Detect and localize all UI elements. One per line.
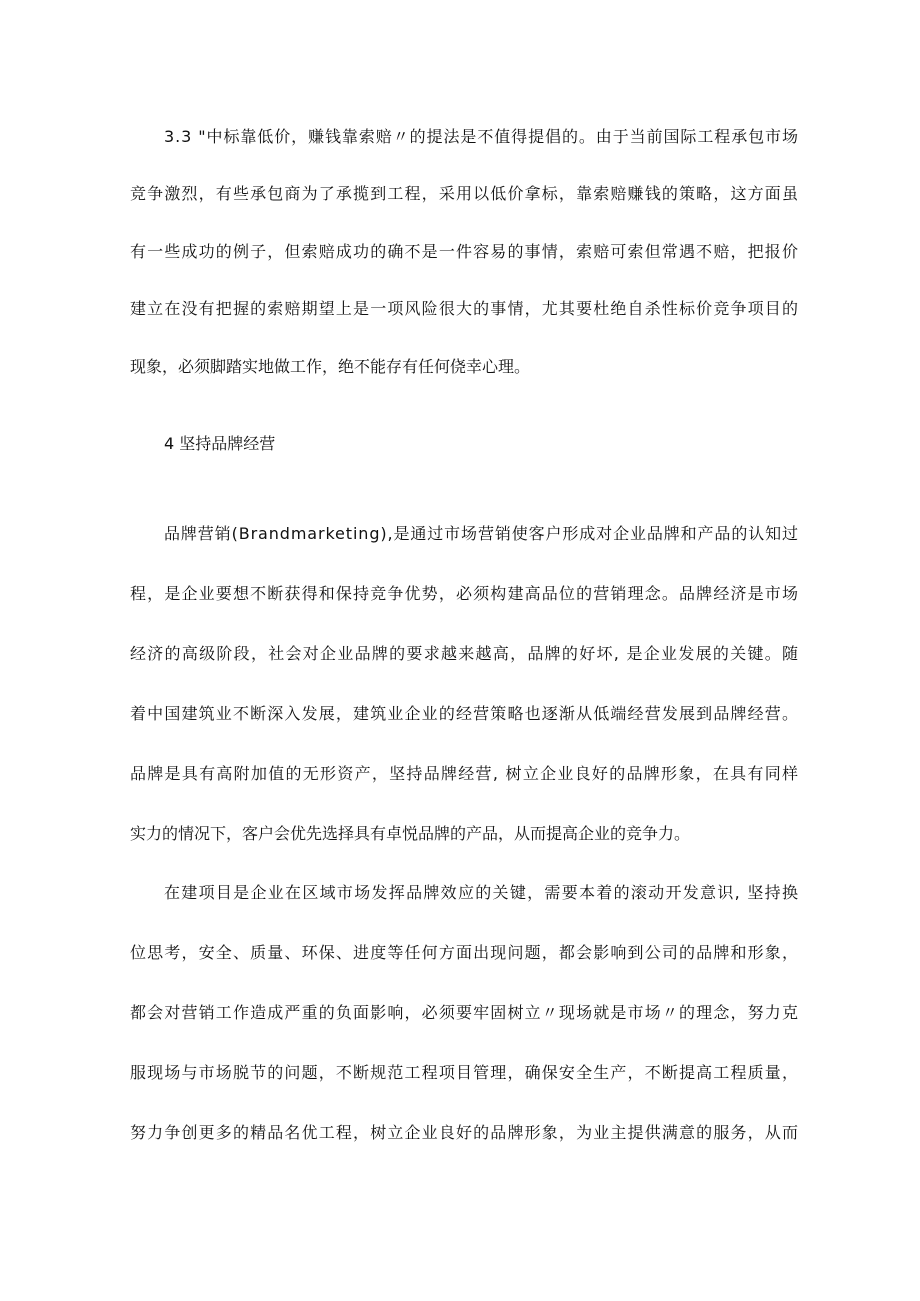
section-heading (0, 428, 920, 460)
paragraph-projects-line (0, 1057, 920, 1089)
paragraph-3-3-line-5: 现象，必须脚踏实地做工作，绝不能存有任何侥幸心理。 (130, 357, 531, 376)
paragraph-projects-line (0, 937, 920, 969)
paragraph-projects-line-4: 服现场与市场脱节的问题，不断规范工程项目管理，确保安全生产，不断提高工程质量， (130, 1063, 800, 1082)
paragraph-3-3-line (0, 236, 920, 268)
paragraph-3-3-line (0, 121, 920, 153)
paragraph-3-3-line (0, 293, 920, 325)
paragraph-projects-line-3: 都会对营销工作造成严重的负面影响，必须要牢固树立〃现场就是市场〃的理念，努力克 (130, 1003, 800, 1022)
paragraph-projects-line (0, 997, 920, 1029)
paragraph-brand-line (0, 698, 920, 730)
paragraph-brand-line (0, 758, 920, 790)
paragraph-projects-line-1: 在建项目是企业在区域市场发挥品牌效应的关键，需要本着的滚动开发意识, 坚持换 (164, 883, 800, 902)
paragraph-brand-line-3: 经济的高级阶段，社会对企业品牌的要求越来越高，品牌的好坏, 是企业发展的关键。随 (130, 644, 800, 663)
paragraph-projects-line (0, 1117, 920, 1149)
paragraph-brand-line (0, 638, 920, 670)
paragraph-3-3-line (0, 178, 920, 210)
paragraph-brand-line-6: 实力的情况下，客户会优先选择具有卓悦品牌的产品，从而提高企业的竞争力。 (130, 824, 691, 843)
paragraph-brand-line (0, 578, 920, 610)
paragraph-3-3-line (0, 351, 920, 383)
paragraph-3-3-line-2: 竞争激烈，有些承包商为了承揽到工程，采用以低价拿标，靠索赔赚钱的策略，这方面虽 (130, 184, 800, 203)
paragraph-3-3-line-4: 建立在没有把握的索赔期望上是一项风险很大的事情，尤其要杜绝自杀性标价竞争项目的 (130, 299, 800, 318)
paragraph-brand-line (0, 818, 920, 850)
paragraph-3-3-line-3: 有一些成功的例子，但索赔成功的确不是一件容易的事情，索赔可索但常遇不赔，把报价 (130, 242, 800, 261)
paragraph-projects-line (0, 877, 920, 909)
paragraph-projects-line-2: 位思考，安全、质量、环保、进度等任何方面出现问题，都会影响到公司的品牌和形象， (130, 943, 800, 962)
paragraph-projects-line-5: 努力争创更多的精品名优工程，树立企业良好的品牌形象，为业主提供满意的服务，从而 (130, 1123, 800, 1142)
section-heading-4: 4 坚持品牌经营 (164, 434, 276, 453)
paragraph-brand-line (0, 518, 920, 550)
paragraph-brand-line-2: 程，是企业要想不断获得和保持竞争优势，必须构建高品位的营销理念。品牌经济是市场 (130, 584, 800, 603)
paragraph-brand-line-5: 品牌是具有高附加值的无形资产，坚持品牌经营, 树立企业良好的品牌形象，在具有同样 (130, 764, 800, 783)
paragraph-brand-line-4: 着中国建筑业不断深入发展，建筑业企业的经营策略也逐渐从低端经营发展到品牌经营。 (130, 704, 800, 723)
paragraph-brand-line-1: 品牌营销(Brandmarketing),是通过市场营销使客户形成对企业品牌和产品的认知过 (164, 524, 799, 543)
paragraph-3-3-line-1: 3.3 "中标靠低价，赚钱靠索赔〃的提法是不值得提倡的。由于当前国际工程承包市场 (164, 127, 799, 146)
